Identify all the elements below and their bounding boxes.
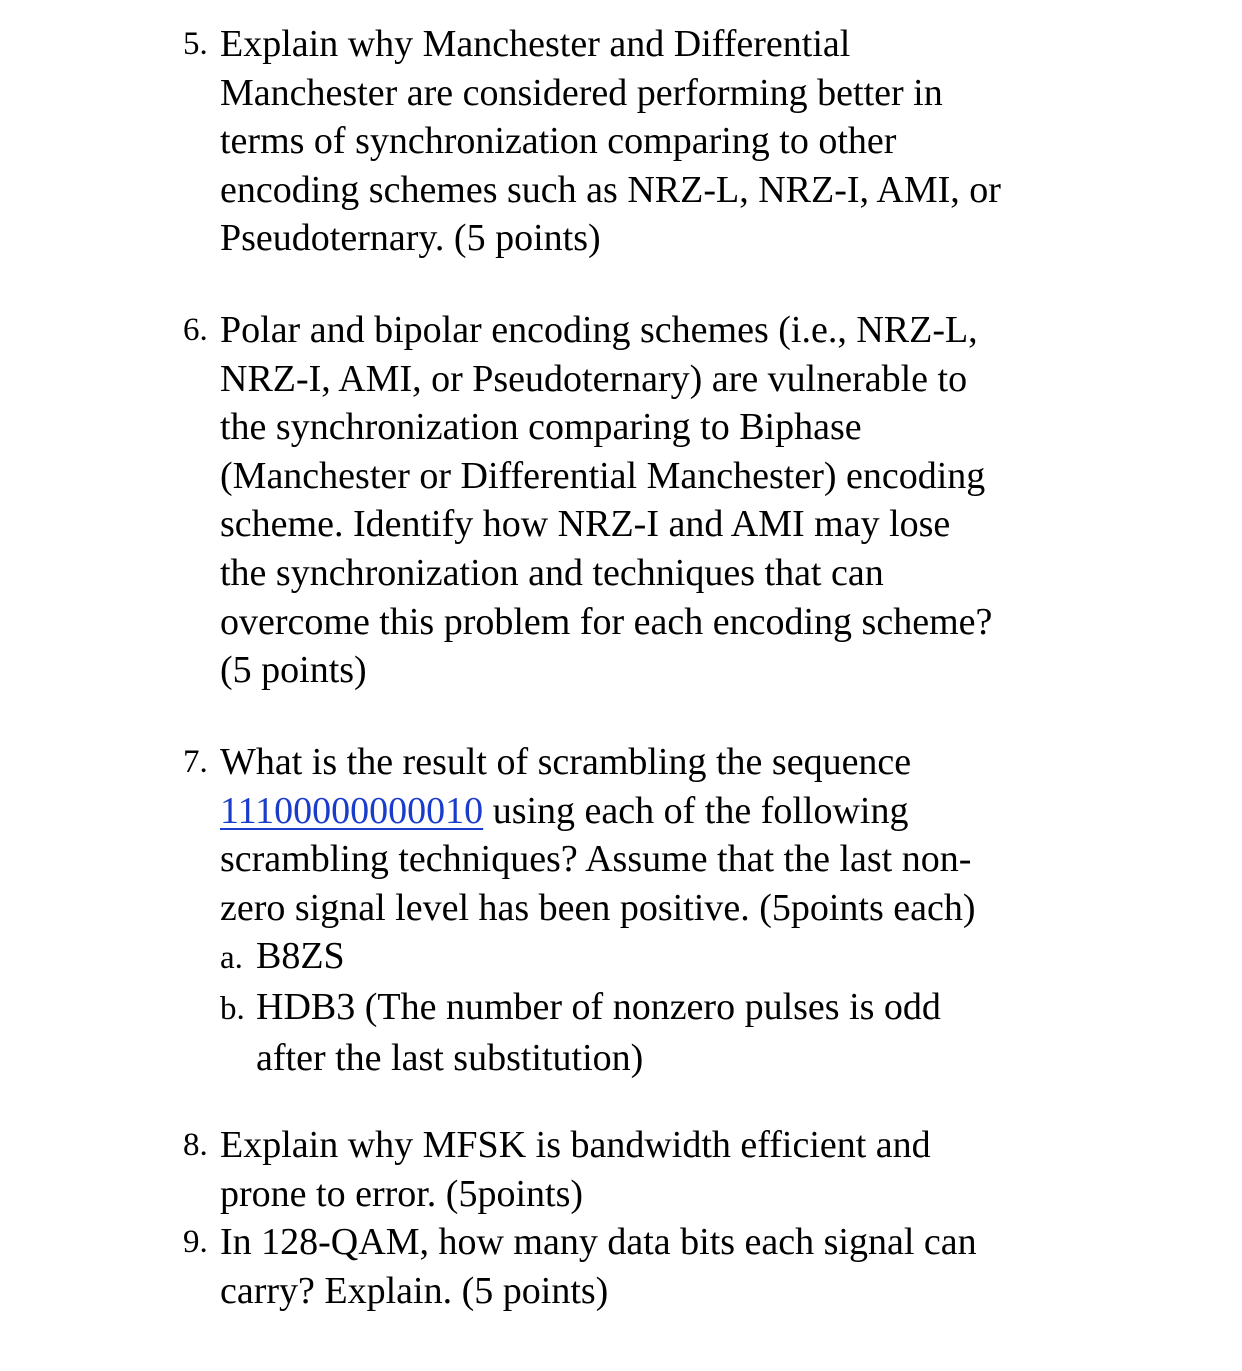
question-text-line: Explain why Manchester and Differential xyxy=(220,23,851,65)
sequence-link[interactable]: 11100000000010 xyxy=(220,789,484,832)
question-text-line: Manchester are considered performing better in xyxy=(220,71,943,114)
subitem-text: B8ZS xyxy=(256,935,345,978)
question-8 xyxy=(183,1121,1083,1218)
question-text-line: (Manchester or Differential Manchester) encoding xyxy=(220,454,986,497)
question-text-line: scrambling techniques? Assume that the last non- xyxy=(220,838,972,881)
question-number: 5. xyxy=(183,26,208,62)
question-7 xyxy=(183,738,1083,1082)
question-text-line: NRZ-I, AMI, or Pseudoternary) are vulnerable to xyxy=(220,357,968,400)
question-text-line: What is the result of scrambling the sequence xyxy=(220,741,912,783)
subitem-label: b. xyxy=(220,990,245,1027)
question-number: 9. xyxy=(183,1224,208,1260)
question-text-line: In 128-QAM, how many data bits each signal can xyxy=(220,1221,977,1263)
question-text-line: zero signal level has been positive. (5points each) xyxy=(220,886,976,929)
question-number: 6. xyxy=(183,312,208,348)
subitem-label: a. xyxy=(220,940,243,977)
question-text-line xyxy=(220,787,1083,836)
subitem-a xyxy=(220,932,1083,983)
question-text-line: overcome this problem for each encoding scheme? xyxy=(220,600,993,643)
question-text-line: encoding schemes such as NRZ-L, NRZ-I, AMI, or xyxy=(220,168,1001,211)
question-text-line: prone to error. (5points) xyxy=(220,1172,584,1215)
question-6 xyxy=(183,306,1083,695)
subitem-text: HDB3 (The number of nonzero pulses is odd xyxy=(256,985,941,1028)
question-text-fragment: using each of the following xyxy=(483,789,909,832)
question-text-line: scheme. Identify how NRZ-I and AMI may lose xyxy=(220,503,951,546)
question-text-line: Polar and bipolar encoding schemes (i.e., NRZ-L, xyxy=(220,309,978,351)
question-9 xyxy=(183,1218,1083,1315)
question-number: 8. xyxy=(183,1127,208,1163)
question-5 xyxy=(183,20,1083,263)
subitem-text-continued: after the last substitution) xyxy=(256,1036,644,1079)
question-text-line: terms of synchronization comparing to other xyxy=(220,120,897,163)
subitem-b xyxy=(220,983,1083,1082)
question-text-line: Pseudoternary. (5 points) xyxy=(220,217,601,260)
question-number: 7. xyxy=(183,744,208,780)
question-text-line: Explain why MFSK is bandwidth efficient and xyxy=(220,1124,931,1166)
question-text-line: the synchronization comparing to Biphase xyxy=(220,406,862,449)
question-text-line: the synchronization and techniques that can xyxy=(220,551,884,594)
question-text-line: (5 points) xyxy=(220,649,367,692)
question-text-line: carry? Explain. (5 points) xyxy=(220,1269,609,1312)
